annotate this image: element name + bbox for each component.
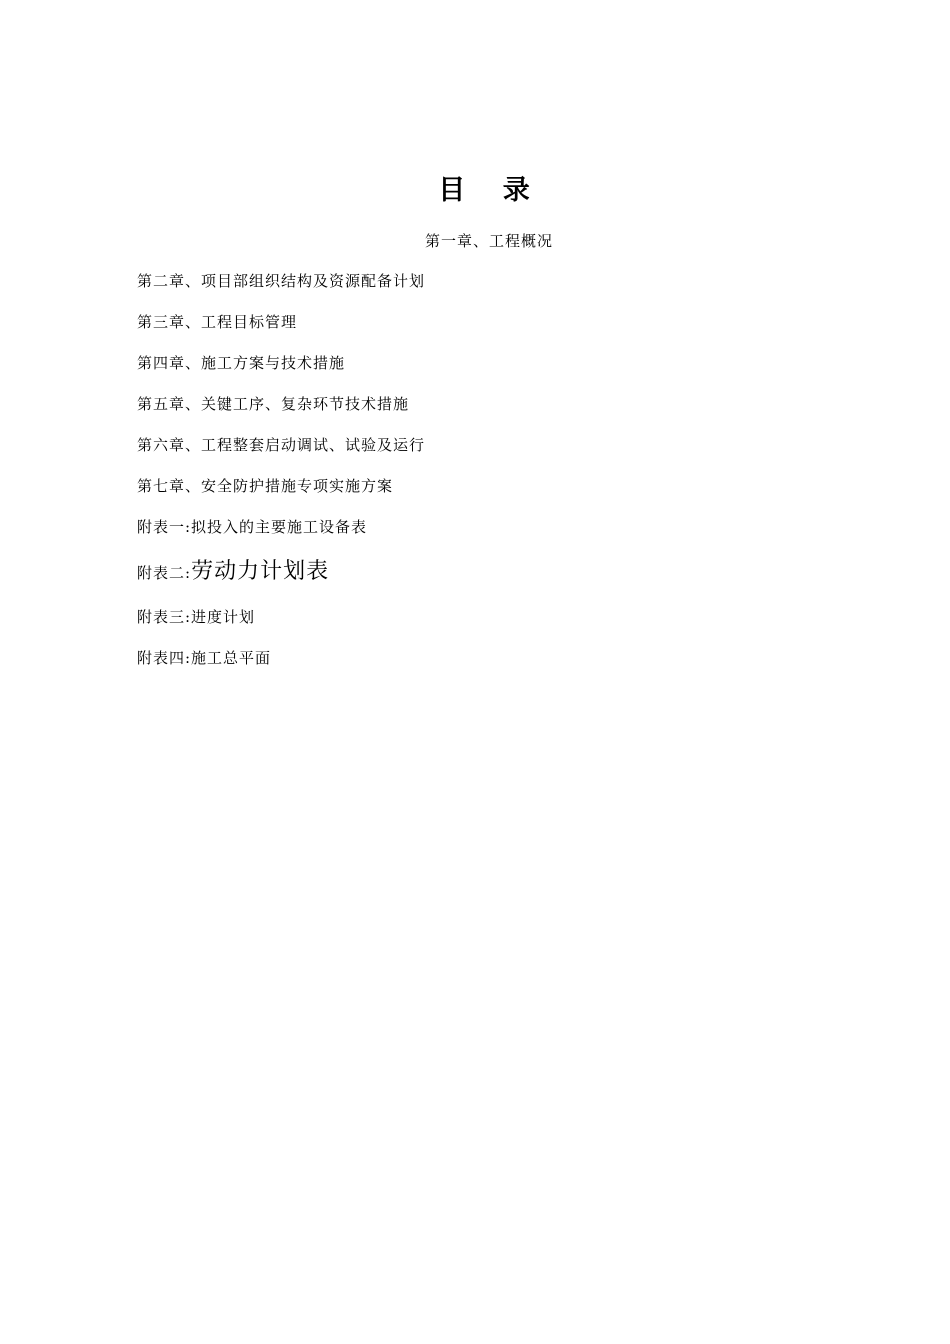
toc-title: 目 录 [438, 175, 544, 206]
toc-entry-appendix-2 [137, 557, 425, 606]
toc-entry-appendix-2-prefix: 附表二: [137, 564, 192, 582]
toc-entry-chapter-6: 第六章、工程整套启动调试、试验及运行 [137, 436, 426, 454]
toc-entry-appendix-1: 附表一:拟投入的主要施工设备表 [137, 518, 368, 536]
toc-entry-chapter-1: 第一章、工程概况 [424, 232, 553, 250]
toc-entry-appendix-3: 附表三:进度计划 [137, 608, 256, 626]
toc-entry-chapter-5: 第五章、关键工序、复杂环节技术措施 [137, 395, 410, 413]
toc-entry-appendix-4: 附表四:施工总平面 [137, 649, 272, 667]
toc-list [137, 270, 425, 688]
toc-entry-chapter-3: 第三章、工程目标管理 [137, 313, 298, 331]
toc-entry-chapter-2: 第二章、项目部组织结构及资源配备计划 [137, 272, 426, 290]
toc-entry-chapter-7: 第七章、安全防护措施专项实施方案 [137, 477, 394, 495]
toc-entry-chapter-4: 第四章、施工方案与技术措施 [137, 354, 346, 372]
toc-entry-appendix-2-title: 劳动力计划表 [191, 559, 330, 584]
